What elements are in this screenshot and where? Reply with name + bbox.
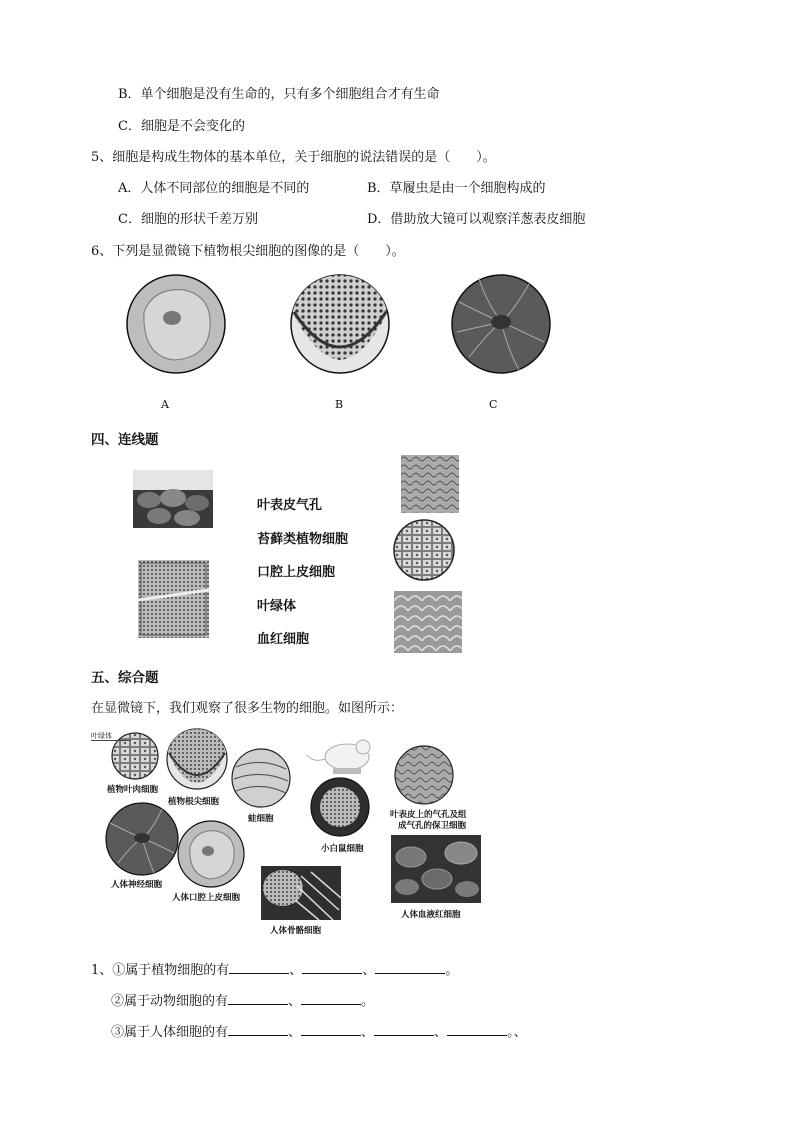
answer-blank[interactable] [374, 1023, 434, 1036]
caption-guard-line1: 叶表皮上的气孔及组 [390, 810, 467, 820]
q4-option-b: B．单个细胞是没有生命的，只有多个细胞组合才有生命 [118, 87, 440, 102]
q1-human-cells: ③属于人体细胞的有 、 、 、 。、 [111, 1025, 527, 1040]
caption-mouse: 小白鼠细胞 [321, 844, 364, 854]
answer-blank[interactable] [301, 992, 361, 1005]
answer-blank[interactable] [229, 961, 289, 974]
caption-leaf-mesophyll: 植物叶肉细胞 [107, 785, 159, 795]
match-item-stomata: 叶表皮气孔 [257, 498, 323, 513]
white-mouse-image [305, 733, 377, 777]
caption-blood: 人体血液红细胞 [401, 910, 461, 920]
q5-stem: 5、细胞是构成生物体的基本单位，关于细胞的说法错误的是（ ）。 [91, 150, 496, 165]
q6-label-c: C [489, 398, 498, 411]
stomata-guard-cell-image [393, 744, 455, 806]
q5-option-d: D．借助放大镜可以观察洋葱表皮细胞 [367, 212, 586, 227]
answer-blank[interactable] [447, 1023, 507, 1036]
q5-option-b: B．草履虫是由一个细胞构成的 [367, 181, 546, 196]
match-item-chloroplast: 叶绿体 [257, 599, 297, 614]
red-blood-cell-image [391, 835, 481, 903]
section-4-title: 四、连线题 [91, 432, 159, 448]
q5-option-a: A．人体不同部位的细胞是不同的 [118, 181, 310, 196]
q4-option-c: C．细胞是不会变化的 [118, 119, 245, 134]
match-item-cheek: 口腔上皮细胞 [257, 565, 336, 580]
q1-plant-cells: 1、①属于植物细胞的有 、 、 。 [91, 963, 459, 978]
match-item-moss: 苔藓类植物细胞 [257, 532, 349, 547]
caption-guard-line2: 成气孔的保卫细胞 [398, 821, 467, 831]
bone-cell-image [261, 866, 341, 920]
answer-blank[interactable] [228, 1023, 288, 1036]
answer-blank[interactable] [301, 1023, 361, 1036]
section-5-title: 五、综合题 [91, 670, 159, 686]
cheek-cell-image-a [124, 272, 228, 376]
q6-label-a: A [161, 398, 169, 411]
frog-cell-image [230, 747, 292, 809]
red-blood-cells-photo [133, 470, 213, 528]
q6-stem: 6、下列是显微镜下植物根尖细胞的图像的是（ ）。 [91, 244, 405, 259]
stomata-photo [401, 455, 459, 513]
nerve-cell-image [104, 801, 180, 877]
root-tip-image [165, 727, 229, 791]
chloroplast-tiny-label: 叶绿体 [91, 732, 112, 740]
moss-cell-photo [392, 519, 456, 581]
caption-bone: 人体骨骼细胞 [270, 926, 322, 936]
cheek-cell-image [176, 819, 246, 889]
cheek-epithelial-photo [394, 591, 462, 653]
caption-root-tip: 植物根尖细胞 [168, 797, 220, 807]
answer-blank[interactable] [375, 961, 445, 974]
caption-cheek: 人体口腔上皮细胞 [172, 893, 241, 903]
chloroplast-photo [138, 560, 209, 638]
root-tip-image-b [288, 272, 392, 376]
q6-label-b: B [335, 398, 344, 411]
nerve-cell-image-c [449, 272, 553, 376]
caption-frog: 蛙细胞 [248, 814, 274, 824]
q1-animal-cells: ②属于动物细胞的有 、 。 [111, 994, 375, 1009]
answer-blank[interactable] [302, 961, 362, 974]
section-5-intro: 在显微镜下，我们观察了很多生物的细胞。如图所示： [91, 701, 404, 716]
caption-nerve: 人体神经细胞 [111, 880, 163, 890]
answer-blank[interactable] [228, 992, 288, 1005]
q5-option-c: C．细胞的形状千差万别 [118, 212, 258, 227]
match-item-blood: 血红细胞 [257, 632, 310, 647]
mouse-cell-image [309, 776, 371, 838]
